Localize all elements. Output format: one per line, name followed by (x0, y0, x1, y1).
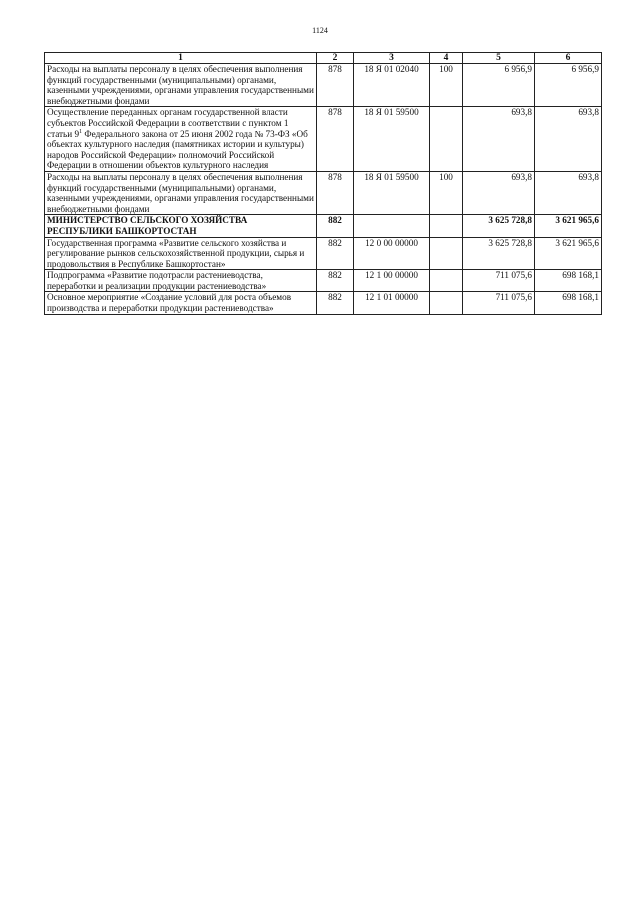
table-row (45, 107, 602, 172)
row-expense-type: 100 (430, 64, 463, 107)
row-amount-2: 698 168,1 (535, 292, 602, 314)
budget-table (44, 52, 602, 315)
column-header: 4 (430, 53, 463, 64)
column-header: 3 (354, 53, 430, 64)
row-ministry-code: 882 (317, 237, 354, 270)
row-expense-type (430, 237, 463, 270)
row-amount-2: 698 168,1 (535, 270, 602, 292)
row-target-code: 12 0 00 00000 (354, 237, 430, 270)
row-target-code: 12 1 00 00000 (354, 270, 430, 292)
row-amount-2: 3 621 965,6 (535, 215, 602, 237)
row-amount-2: 3 621 965,6 (535, 237, 602, 270)
row-ministry-code: 882 (317, 292, 354, 314)
column-header: 2 (317, 53, 354, 64)
row-ministry-code: 882 (317, 215, 354, 237)
row-name: МИНИСТЕРСТВО СЕЛЬСКОГО ХОЗЯЙСТВА РЕСПУБЛИКИ БАШКОРТОСТАН (45, 215, 317, 237)
column-header: 1 (45, 53, 317, 64)
row-name: Подпрограмма «Развитие подотрасли растениеводства, переработки и реализации продукции растениеводства» (45, 270, 317, 292)
row-amount-2: 693,8 (535, 171, 602, 214)
row-amount-1: 693,8 (463, 107, 535, 172)
column-header: 6 (535, 53, 602, 64)
table-row (45, 237, 602, 270)
row-amount-1: 3 625 728,8 (463, 237, 535, 270)
table-row (45, 64, 602, 107)
row-ministry-code: 878 (317, 64, 354, 107)
row-ministry-code: 878 (317, 107, 354, 172)
row-target-code (354, 215, 430, 237)
row-name (45, 107, 317, 172)
row-ministry-code: 878 (317, 171, 354, 214)
row-name-part: Федерального закона от 25 июня 2002 года № 73-ФЗ «Об объектах культурного наследия (памятниках истории и культуры) народов Российской Федерации» полномочий Российской Федерации в отношении объектов культурного наследия (47, 128, 308, 171)
row-amount-1: 711 075,6 (463, 292, 535, 314)
table-row (45, 171, 602, 214)
row-expense-type (430, 270, 463, 292)
row-amount-1: 6 956,9 (463, 64, 535, 107)
row-target-code: 18 Я 01 02040 (354, 64, 430, 107)
table-row (45, 292, 602, 314)
row-amount-2: 6 956,9 (535, 64, 602, 107)
row-name: Основное мероприятие «Создание условий для роста объемов производства и переработки продукции растениеводства» (45, 292, 317, 314)
row-expense-type (430, 107, 463, 172)
row-amount-1: 3 625 728,8 (463, 215, 535, 237)
row-name: Расходы на выплаты персоналу в целях обеспечения выполнения функций государственными (муниципальными) органами, казенными учреждениями, органами управления государственными внебюджетными фондами (45, 64, 317, 107)
row-target-code: 18 Я 01 59500 (354, 107, 430, 172)
row-target-code: 18 Я 01 59500 (354, 171, 430, 214)
article-superscript: 1 (79, 128, 83, 135)
page-number: 1124 (312, 26, 328, 35)
row-target-code: 12 1 01 00000 (354, 292, 430, 314)
row-amount-1: 693,8 (463, 171, 535, 214)
row-name-part: Осуществление переданных органам государственной власти субъектов Российской Федерации в соответствии с пунктом 1 статьи 9 (47, 107, 289, 139)
row-name: Государственная программа «Развитие сельского хозяйства и регулирование рынков сельскохозяйственной продукции, сырья и продовольствия в Республике Башкортостан» (45, 237, 317, 270)
row-expense-type (430, 215, 463, 237)
table-row (45, 270, 602, 292)
row-expense-type (430, 292, 463, 314)
row-amount-2: 693,8 (535, 107, 602, 172)
row-ministry-code: 882 (317, 270, 354, 292)
row-expense-type: 100 (430, 171, 463, 214)
table-row (45, 215, 602, 237)
table-header-row (45, 53, 602, 64)
row-amount-1: 711 075,6 (463, 270, 535, 292)
column-header: 5 (463, 53, 535, 64)
row-name: Расходы на выплаты персоналу в целях обеспечения выполнения функций государственными (муниципальными) органами, казенными учреждениями, органами управления государственными внебюджетными фондами (45, 171, 317, 214)
